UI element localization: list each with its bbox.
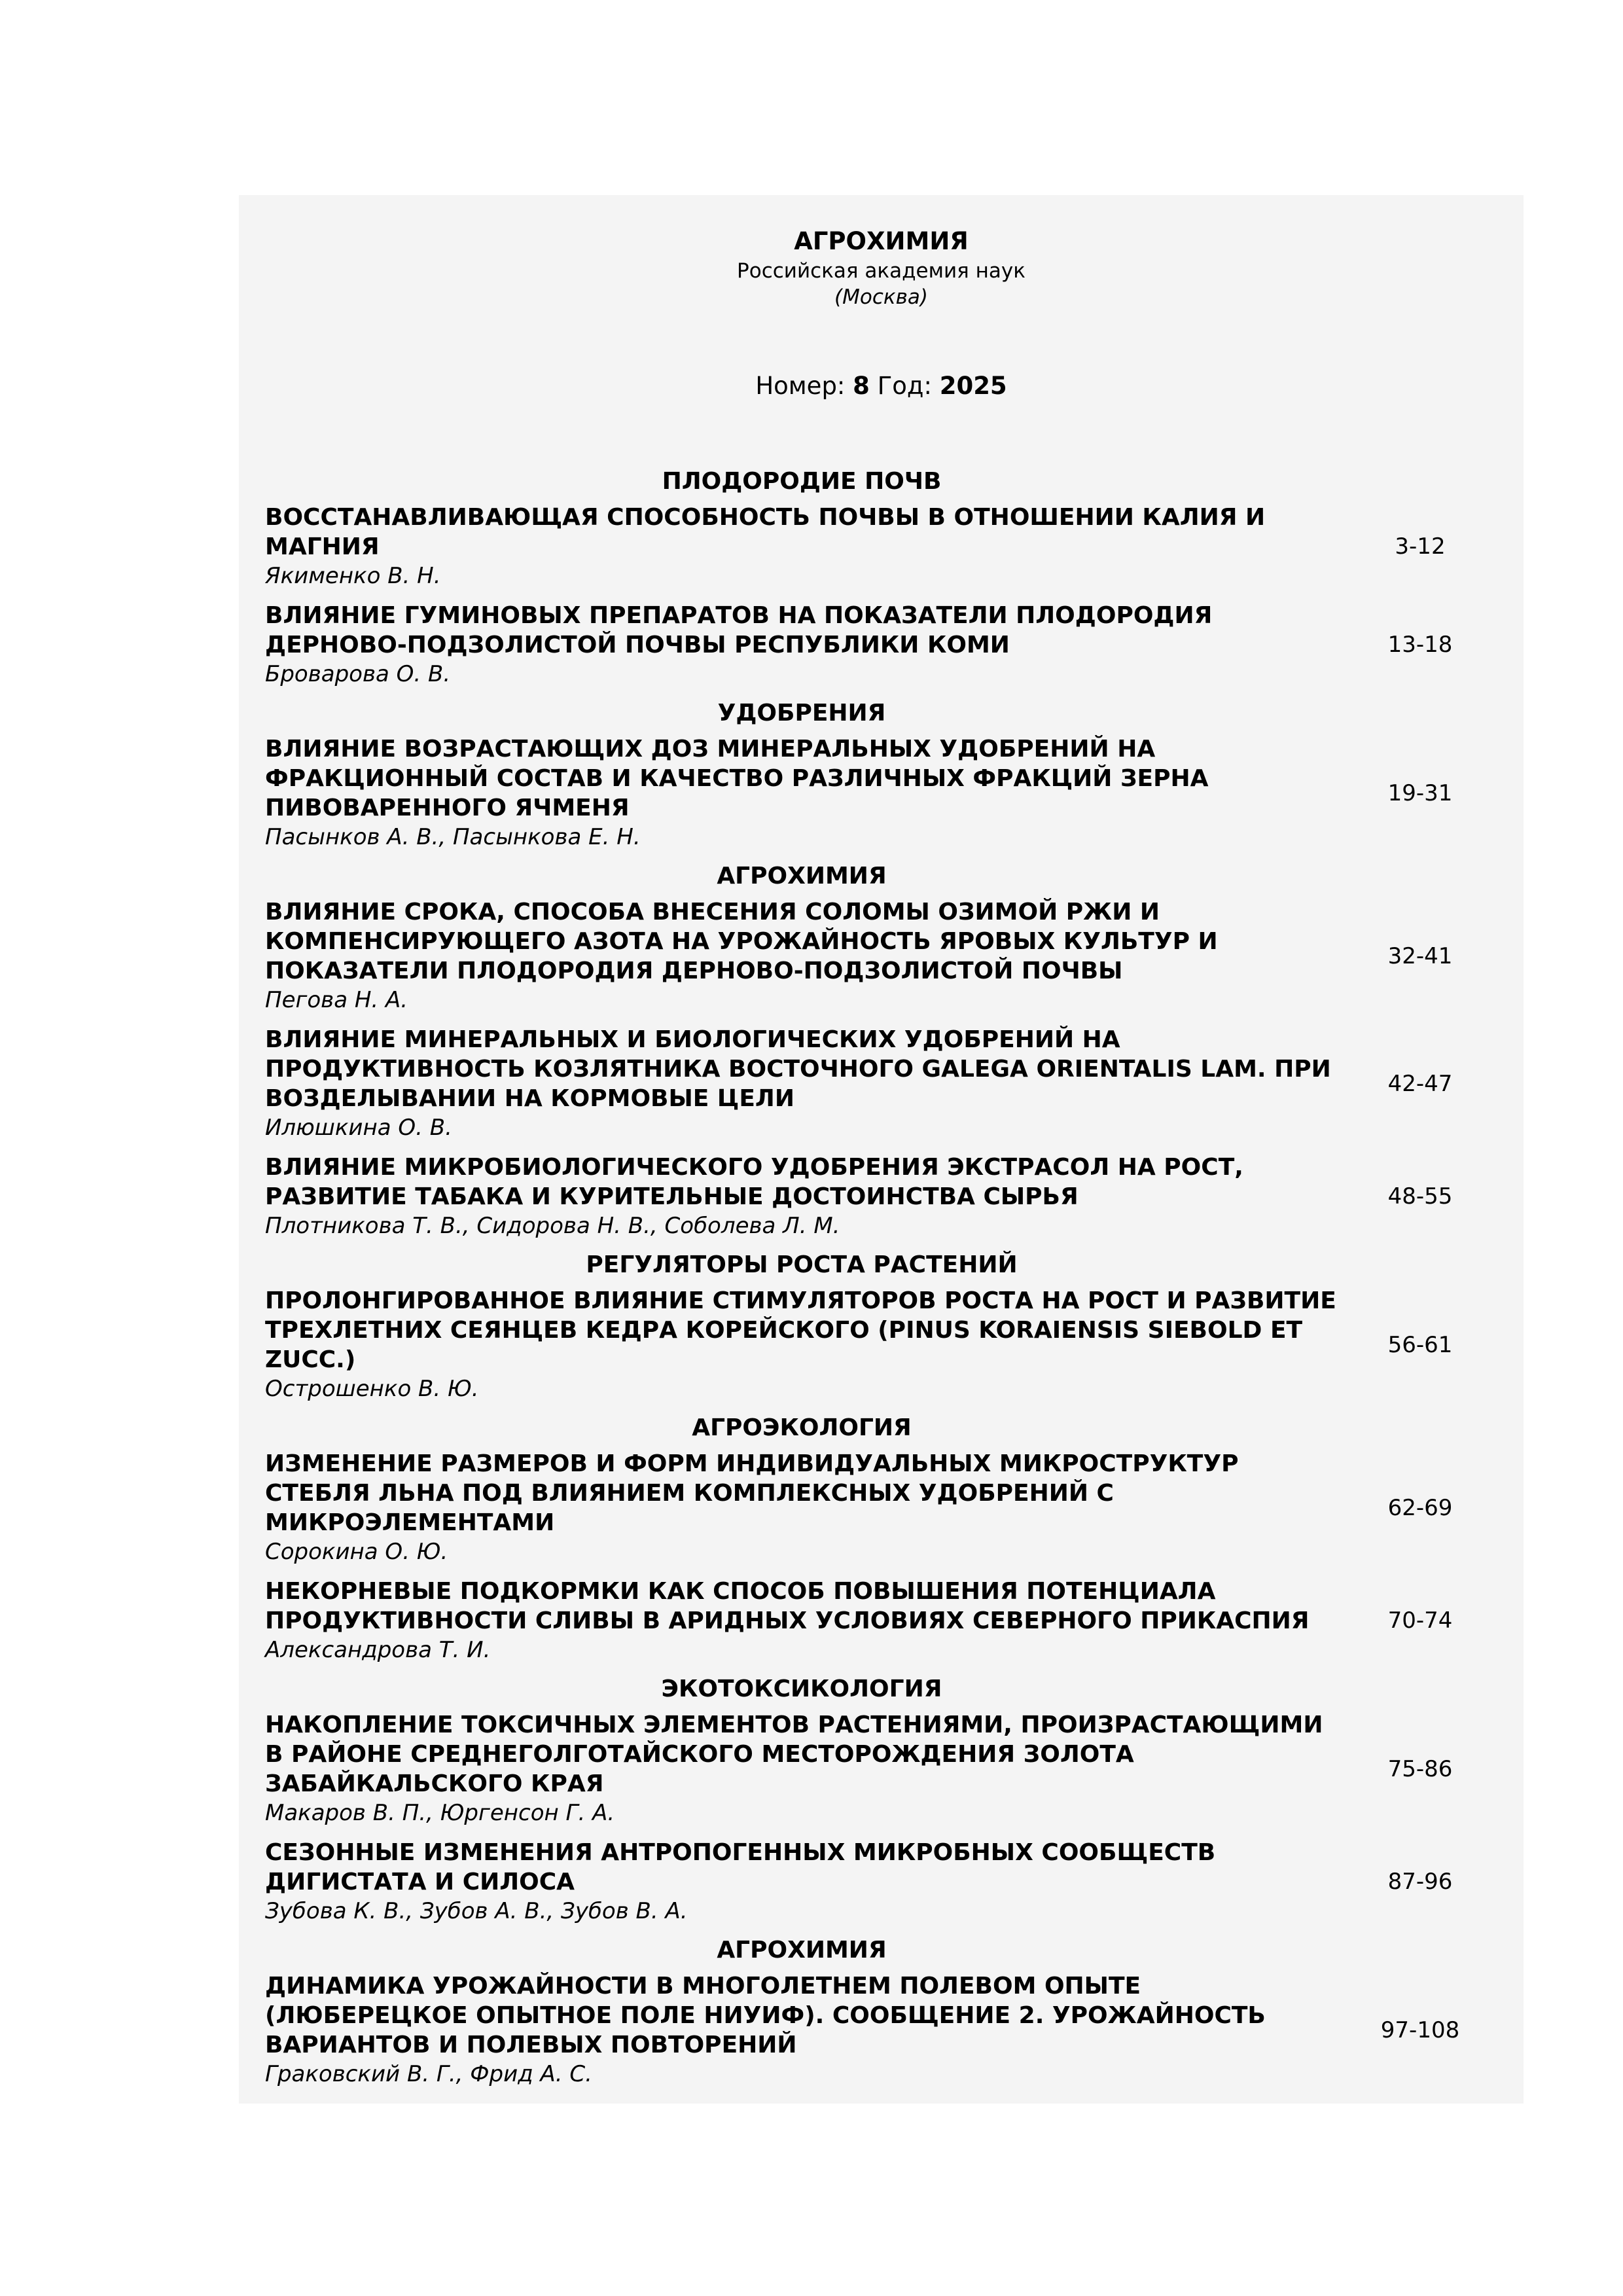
publisher-city: (Москва) — [834, 285, 928, 309]
issue-number: 8 — [853, 372, 870, 400]
toc-entry — [265, 1025, 1502, 1142]
article-authors: Пегова Н. А. — [265, 987, 408, 1013]
entry-body — [265, 1286, 1338, 1403]
article-title[interactable]: ВОССТАНАВЛИВАЮЩАЯ СПОСОБНОСТЬ ПОЧВЫ В ОТНОШЕНИИ КАЛИЯ И МАГНИЯ — [265, 504, 1266, 560]
section-heading: АГРОХИМИЯ — [717, 863, 887, 889]
page-range: 32-41 — [1387, 942, 1453, 969]
page-range: 42-47 — [1387, 1070, 1453, 1097]
entry-body — [265, 1710, 1338, 1827]
page-range: 13-18 — [1387, 632, 1453, 658]
entry-body — [265, 1577, 1338, 1664]
section-heading: УДОБРЕНИЯ — [717, 700, 886, 726]
article-title[interactable]: НАКОПЛЕНИЕ ТОКСИЧНЫХ ЭЛЕМЕНТОВ РАСТЕНИЯМИ, ПРОИЗРАСТАЮЩИМИ В РАЙОНЕ СРЕДНЕГОЛГОТАЙСКОГО МЕСТОРОЖДЕНИЯ ЗОЛОТА ЗАБАЙКАЛЬСКОГО КРАЯ — [265, 1712, 1323, 1797]
article-title[interactable]: ВЛИЯНИЕ МИНЕРАЛЬНЫХ И БИОЛОГИЧЕСКИХ УДОБРЕНИЙ НА ПРОДУКТИВНОСТЬ КОЗЛЯТНИКА ВОСТОЧНОГО GALEGA ORIENTALIS LAM. ПРИ ВОЗДЕЛЫВАНИИ НА КОРМОВЫЕ ЦЕЛИ — [265, 1026, 1331, 1112]
toc-entry — [265, 1838, 1502, 1926]
journal-contents-panel — [239, 195, 1524, 2104]
toc-entry — [265, 734, 1502, 852]
page-range: 75-86 — [1387, 1755, 1453, 1782]
toc-entry — [265, 897, 1502, 1014]
entry-body — [265, 503, 1338, 590]
article-title[interactable]: СЕЗОННЫЕ ИЗМЕНЕНИЯ АНТРОПОГЕННЫХ МИКРОБНЫХ СООБЩЕСТВ ДИГИСТАТА И СИЛОСА — [265, 1839, 1216, 1895]
section-heading: РЕГУЛЯТОРЫ РОСТА РАСТЕНИЙ — [586, 1251, 1018, 1278]
article-authors: Илюшкина О. В. — [265, 1115, 452, 1141]
toc-entry — [265, 1710, 1502, 1827]
page-range: 3-12 — [1395, 533, 1446, 560]
article-title[interactable]: ВЛИЯНИЕ МИКРОБИОЛОГИЧЕСКОГО УДОБРЕНИЯ ЭКСТРАСОЛ НА РОСТ, РАЗВИТИЕ ТАБАКА И КУРИТЕЛЬНЫЕ ДОСТОИНСТВА СЫРЬЯ — [265, 1154, 1243, 1210]
article-title[interactable]: ПРОЛОНГИРОВАННОЕ ВЛИЯНИЕ СТИМУЛЯТОРОВ РОСТА НА РОСТ И РАЗВИТИЕ ТРЕХЛЕТНИХ СЕЯНЦЕВ КЕДРА КОРЕЙСКОГО (PINUS KORAIENSIS SIEBOLD ET ZUCC.) — [265, 1287, 1336, 1373]
table-of-contents — [265, 463, 1502, 2099]
entry-body — [265, 1971, 1338, 2089]
issue-year: 2025 — [939, 372, 1007, 400]
publisher: Российская академия наук — [737, 259, 1026, 283]
entry-body — [265, 734, 1338, 852]
article-authors: Острошенко В. Ю. — [265, 1376, 479, 1402]
article-authors: Александрова Т. И. — [265, 1637, 491, 1663]
article-authors: Якименко В. Н. — [265, 563, 441, 589]
section-heading: АГРОХИМИЯ — [717, 1937, 887, 1964]
toc-entry — [265, 503, 1502, 590]
page-range: 56-61 — [1387, 1331, 1453, 1358]
page-range: 48-55 — [1387, 1183, 1453, 1210]
entry-body — [265, 897, 1338, 1014]
article-authors: Плотникова Т. В., Сидорова Н. В., Соболева Л. М. — [265, 1213, 840, 1239]
entry-body — [265, 1025, 1338, 1142]
section-heading: АГРОЭКОЛОГИЯ — [692, 1414, 912, 1441]
toc-entry — [265, 1449, 1502, 1566]
entry-body — [265, 1838, 1338, 1926]
article-title[interactable]: ВЛИЯНИЕ СРОКА, СПОСОБА ВНЕСЕНИЯ СОЛОМЫ ОЗИМОЙ РЖИ И КОМПЕНСИРУЮЩЕГО АЗОТА НА УРОЖАЙНОСТЬ ЯРОВЫХ КУЛЬТУР И ПОКАЗАТЕЛИ ПЛОДОРОДИЯ ДЕРНОВО-ПОДЗОЛИСТОЙ ПОЧВЫ — [265, 899, 1218, 984]
toc-entry — [265, 1153, 1502, 1240]
article-title[interactable]: ВЛИЯНИЕ ВОЗРАСТАЮЩИХ ДОЗ МИНЕРАЛЬНЫХ УДОБРЕНИЙ НА ФРАКЦИОННЫЙ СОСТАВ И КАЧЕСТВО РАЗЛИЧНЫХ ФРАКЦИЙ ЗЕРНА ПИВОВАРЕННОГО ЯЧМЕНЯ — [265, 736, 1209, 821]
toc-entry — [265, 601, 1502, 689]
entry-body — [265, 601, 1338, 689]
article-title[interactable]: ДИНАМИКА УРОЖАЙНОСТИ В МНОГОЛЕТНЕМ ПОЛЕВОМ ОПЫТЕ (ЛЮБЕРЕЦКОЕ ОПЫТНОЕ ПОЛЕ НИУИФ). СООБЩЕНИЕ 2. УРОЖАЙНОСТЬ ВАРИАНТОВ И ПОЛЕВЫХ ПОВТОРЕНИЙ — [265, 1973, 1266, 2058]
toc-entry — [265, 1286, 1502, 1403]
page-range: 87-96 — [1387, 1869, 1453, 1895]
article-title[interactable]: НЕКОРНЕВЫЕ ПОДКОРМКИ КАК СПОСОБ ПОВЫШЕНИЯ ПОТЕНЦИАЛА ПРОДУКТИВНОСТИ СЛИВЫ В АРИДНЫХ УСЛОВИЯХ СЕВЕРНОГО ПРИКАСПИЯ — [265, 1578, 1310, 1634]
article-authors: Зубова К. В., Зубов А. В., Зубов В. А. — [265, 1898, 688, 1924]
toc-entry — [265, 1971, 1502, 2089]
article-title[interactable]: ВЛИЯНИЕ ГУМИНОВЫХ ПРЕПАРАТОВ НА ПОКАЗАТЕЛИ ПЛОДОРОДИЯ ДЕРНОВО-ПОДЗОЛИСТОЙ ПОЧВЫ РЕСПУБЛИКИ КОМИ — [265, 602, 1213, 658]
issue-info — [239, 370, 1524, 402]
page-range: 70-74 — [1387, 1607, 1453, 1634]
section-heading: ПЛОДОРОДИЕ ПОЧВ — [662, 468, 942, 495]
article-authors: Броварова О. В. — [265, 661, 451, 687]
issue-number-label: Номер: — [755, 372, 846, 400]
page-range: 97-108 — [1380, 2017, 1460, 2043]
section-heading: ЭКОТОКСИКОЛОГИЯ — [661, 1676, 942, 1702]
article-title[interactable]: ИЗМЕНЕНИЕ РАЗМЕРОВ И ФОРМ ИНДИВИДУАЛЬНЫХ МИКРОСТРУКТУР СТЕБЛЯ ЛЬНА ПОД ВЛИЯНИЕМ КОМПЛЕКСНЫХ УДОБРЕНИЙ С МИКРОЭЛЕМЕНТАМИ — [265, 1450, 1239, 1536]
page-range: 62-69 — [1387, 1494, 1453, 1521]
article-authors: Макаров В. П., Юргенсон Г. А. — [265, 1800, 615, 1826]
journal-title: АГРОХИМИЯ — [794, 227, 969, 255]
article-authors: Граковский В. Г., Фрид А. С. — [265, 2061, 592, 2087]
entry-body — [265, 1153, 1338, 1240]
article-authors: Сорокина О. Ю. — [265, 1539, 448, 1565]
page-range: 19-31 — [1387, 780, 1453, 806]
entry-body — [265, 1449, 1338, 1566]
issue-year-label: Год: — [877, 372, 932, 400]
article-authors: Пасынков А. В., Пасынкова Е. Н. — [265, 824, 641, 850]
toc-entry — [265, 1577, 1502, 1664]
